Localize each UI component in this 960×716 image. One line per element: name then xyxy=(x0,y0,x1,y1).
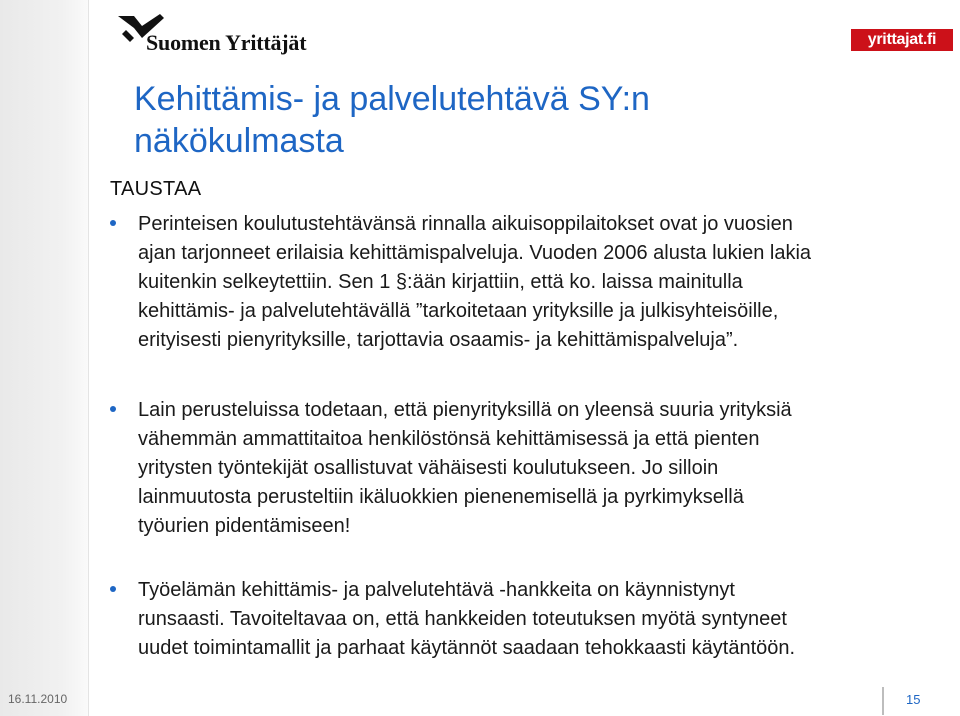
page-number: 15 xyxy=(906,692,921,707)
left-decorative-band xyxy=(0,0,88,716)
suomen-yrittajat-logo xyxy=(116,12,316,56)
bullet-line: vähemmän ammattitaitoa henkilöstönsä kehittämisessä ja että pienten xyxy=(138,428,760,450)
bullet-line: ajan tarjonneet erilaisia kehittämispalveluja. Vuoden 2006 alusta lukien lakia xyxy=(138,242,812,264)
slide-title xyxy=(134,78,894,162)
footer-date: 16.11.2010 xyxy=(8,692,68,706)
bullet-line: uudet toimintamallit ja parhaat käytännöt saadaan tehokkaasti käytäntöön. xyxy=(138,637,796,659)
yrittajat-fi-badge: yrittajat.fi xyxy=(851,29,953,51)
bullet-dot-icon xyxy=(110,220,116,226)
bullet-line: runsaasti. Tavoiteltavaa on, että hankkeiden toteutuksen myötä syntyneet xyxy=(138,608,787,630)
bullet-line: kehittämis- ja palvelutehtävällä ”tarkoitetaan yrityksille ja julkisyhteisöille, xyxy=(138,300,779,322)
title-line: näkökulmasta xyxy=(134,122,344,160)
bullet-line: yritysten työntekijät osallistuvat vähäisesti koulutukseen. Jo silloin xyxy=(138,457,719,479)
bullet-line: Työelämän kehittämis- ja palvelutehtävä -hankkeita on käynnistynyt xyxy=(138,579,735,601)
bullet-dot-icon xyxy=(110,406,116,412)
bullet-dot-icon xyxy=(110,586,116,592)
bullet-line: Perinteisen koulutustehtävänsä rinnalla aikuisoppilaitokset ovat jo vuosien xyxy=(138,213,793,235)
bullet-line: erityisesti pienyrityksille, tarjottavia osaamis- ja kehittämispalveluja”. xyxy=(138,329,739,351)
bullet-line: Lain perusteluissa todetaan, että pienyrityksillä on yleensä suuria yrityksiä xyxy=(138,399,792,421)
section-heading: TAUSTAA xyxy=(110,178,202,200)
footer-divider xyxy=(882,687,884,715)
bullet-line: lainmuutosta perusteltiin ikäluokkien pienenemisellä ja pyrkimyksellä xyxy=(138,486,744,508)
logo-text: Suomen Yrittäjät xyxy=(146,30,307,55)
bullet-line: kuitenkin selkeytettiin. Sen 1 §:ään kirjattiin, että ko. laissa mainitulla xyxy=(138,271,743,293)
title-line: Kehittämis- ja palvelutehtävä SY:n xyxy=(134,80,650,118)
bullet-line: työurien pidentämiseen! xyxy=(138,515,351,537)
band-divider xyxy=(88,0,89,716)
